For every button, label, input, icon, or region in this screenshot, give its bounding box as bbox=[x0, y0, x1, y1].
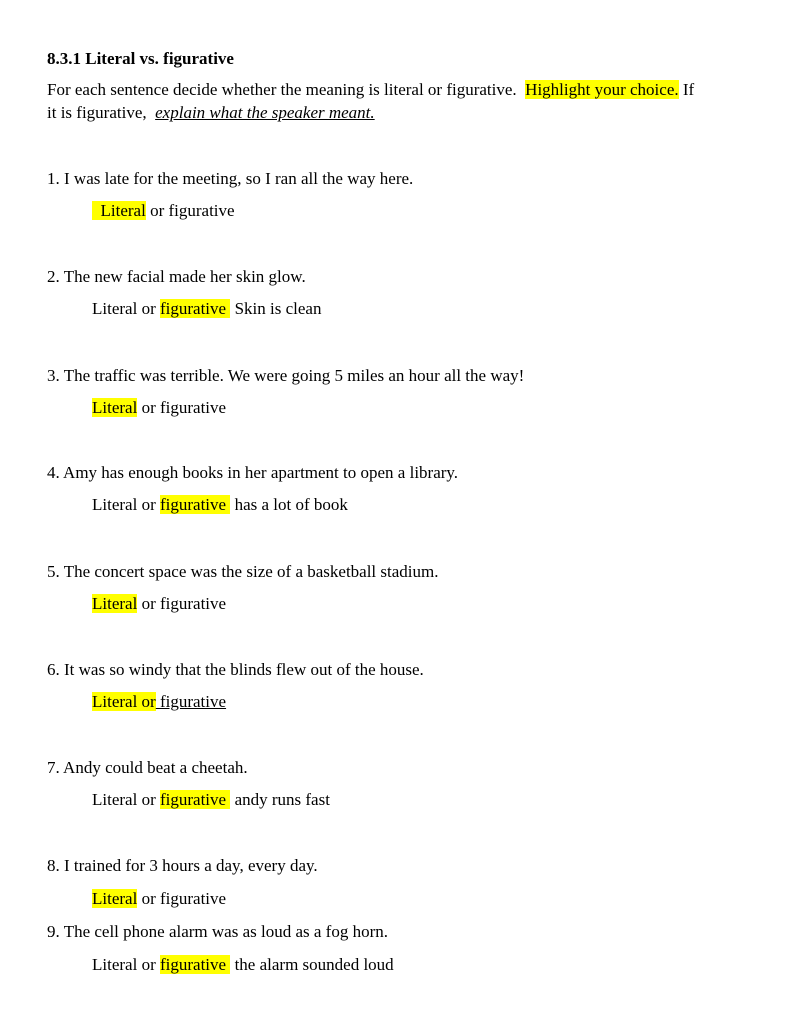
figurative-choice[interactable]: figurative bbox=[159, 889, 227, 908]
or-label: or bbox=[137, 495, 160, 514]
literal-choice[interactable]: Literal or bbox=[92, 692, 156, 711]
question-2-sentence: 2. The new facial made her skin glow. bbox=[47, 267, 306, 286]
question-3-answer bbox=[92, 398, 226, 418]
question-7-answer bbox=[92, 790, 330, 810]
figurative-choice[interactable]: figurative bbox=[159, 790, 231, 809]
question-5-sentence: 5. The concert space was the size of a basketball stadium. bbox=[47, 562, 439, 581]
literal-choice[interactable]: Literal bbox=[92, 299, 138, 318]
or-label: or bbox=[137, 889, 160, 908]
literal-choice[interactable]: Literal bbox=[92, 398, 138, 417]
figurative-choice[interactable]: figurative bbox=[159, 495, 231, 514]
literal-choice[interactable]: Literal bbox=[92, 889, 138, 908]
question-6-sentence: 6. It was so windy that the blinds flew out of the house. bbox=[47, 660, 424, 679]
question-4-answer bbox=[92, 495, 348, 515]
question-2-answer bbox=[92, 299, 321, 319]
page-title: 8.3.1 Literal vs. figurative bbox=[47, 49, 234, 68]
instructions-text-end: If bbox=[678, 80, 695, 99]
figurative-choice[interactable]: figurative bbox=[159, 955, 231, 974]
or-label: or bbox=[137, 955, 160, 974]
explain-instruction: explain what the speaker meant. bbox=[155, 103, 375, 122]
question-3-sentence: 3. The traffic was terrible. We were going 5 miles an hour all the way! bbox=[47, 366, 525, 385]
highlight-instruction: Highlight your choice. bbox=[525, 80, 679, 99]
question-4-sentence: 4. Amy has enough books in her apartment to open a library. bbox=[47, 463, 459, 482]
figurative-choice[interactable]: figurative bbox=[168, 201, 235, 220]
literal-choice[interactable]: Literal bbox=[92, 594, 138, 613]
or-label: or bbox=[137, 398, 160, 417]
literal-choice[interactable]: Literal bbox=[92, 201, 146, 220]
instructions-line-1 bbox=[47, 80, 694, 100]
literal-choice[interactable]: Literal bbox=[92, 790, 138, 809]
or-label: or bbox=[137, 594, 160, 613]
literal-choice[interactable]: Literal bbox=[92, 495, 138, 514]
literal-choice[interactable]: Literal bbox=[92, 955, 138, 974]
instructions-line-2 bbox=[47, 103, 375, 123]
instructions-text-2: it is figurative, bbox=[47, 103, 156, 122]
figurative-choice[interactable]: figurative bbox=[159, 692, 227, 711]
figurative-choice[interactable]: figurative bbox=[159, 398, 227, 417]
question-8-sentence: 8. I trained for 3 hours a day, every day. bbox=[47, 856, 318, 875]
question-1-answer bbox=[92, 201, 235, 221]
explanation-note: the alarm sounded loud bbox=[230, 955, 394, 974]
question-1-sentence: 1. I was late for the meeting, so I ran all the way here. bbox=[47, 169, 414, 188]
question-5-answer bbox=[92, 594, 226, 614]
question-9-answer bbox=[92, 955, 394, 975]
question-6-answer bbox=[92, 692, 226, 712]
question-9-sentence: 9. The cell phone alarm was as loud as a fog horn. bbox=[47, 922, 389, 941]
explanation-note: has a lot of book bbox=[230, 495, 348, 514]
figurative-choice[interactable]: figurative bbox=[159, 299, 231, 318]
explanation-note: andy runs fast bbox=[230, 790, 330, 809]
or-label: or bbox=[137, 299, 160, 318]
explanation-note: Skin is clean bbox=[230, 299, 322, 318]
instructions-text: For each sentence decide whether the meaning is literal or figurative. bbox=[47, 80, 526, 99]
figurative-choice[interactable]: figurative bbox=[159, 594, 227, 613]
or-label: or bbox=[145, 201, 169, 220]
question-8-answer bbox=[92, 889, 226, 909]
or-label: or bbox=[137, 790, 160, 809]
question-7-sentence: 7. Andy could beat a cheetah. bbox=[47, 758, 248, 777]
